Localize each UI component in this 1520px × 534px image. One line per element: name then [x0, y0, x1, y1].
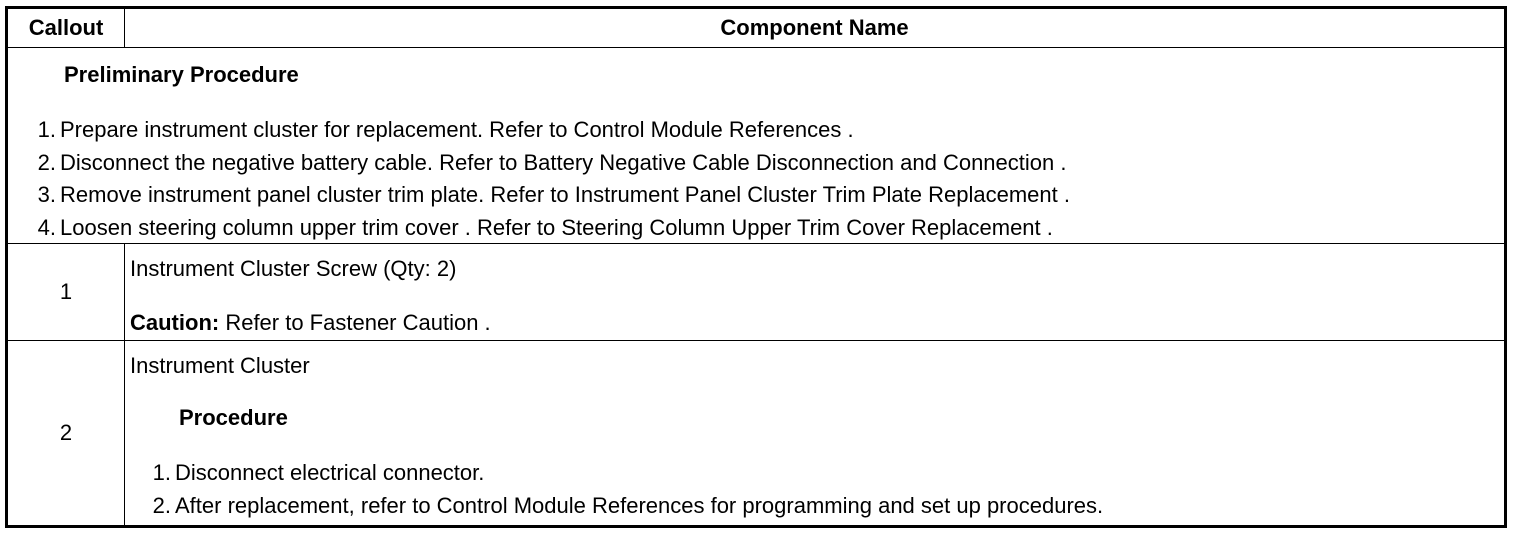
table-row: [7, 244, 1506, 341]
step-text: Disconnect the negative battery cable. Refer to Battery Negative Cable Disconnection and Connection .: [60, 149, 1067, 175]
step-number: 1.: [37, 117, 56, 142]
preliminary-step: [8, 212, 1070, 245]
caution-text: Refer to Fastener Caution .: [219, 310, 491, 335]
step-text: Disconnect electrical connector.: [175, 460, 485, 485]
preliminary-steps: [8, 114, 1070, 244]
callout-number: 2: [7, 341, 125, 527]
preliminary-step: [8, 179, 1070, 212]
component-name-header: Component Name: [125, 8, 1506, 48]
step-text: Prepare instrument cluster for replacement. Refer to Control Module References .: [60, 117, 854, 142]
step-number: 3.: [37, 182, 56, 207]
component-name: Instrument Cluster: [130, 353, 310, 378]
caution-label: Caution:: [130, 310, 220, 335]
component-cell: [125, 244, 1506, 341]
preliminary-cell: [7, 48, 1506, 244]
preliminary-step: [8, 147, 1070, 180]
table-row: [7, 341, 1506, 527]
callout-header: Callout: [7, 8, 125, 48]
caution-note: [130, 310, 491, 336]
preliminary-step: [8, 114, 1070, 147]
procedure-steps: [125, 457, 1103, 522]
component-name: Instrument Cluster Screw (Qty: 2): [130, 256, 457, 281]
procedure-title: Procedure: [179, 405, 288, 430]
step-text: Remove instrument panel cluster trim plate. Refer to Instrument Panel Cluster Trim Plate Replacement .: [60, 182, 1070, 207]
callout-number: 1: [7, 244, 125, 341]
procedure-step: [125, 457, 1103, 490]
step-number: 2.: [152, 492, 171, 518]
step-number: 4.: [37, 214, 56, 240]
procedure-step: [125, 490, 1103, 523]
component-table: [5, 6, 1507, 528]
header-row: [7, 8, 1506, 48]
component-cell: [125, 341, 1506, 527]
step-number: 2.: [37, 149, 56, 175]
step-text: After replacement, refer to Control Module References for programming and set up procedures.: [175, 492, 1104, 518]
preliminary-title: Preliminary Procedure: [64, 62, 299, 87]
step-number: 1.: [152, 460, 171, 485]
step-text: Loosen steering column upper trim cover . Refer to Steering Column Upper Trim Cover Replacement .: [60, 214, 1053, 240]
preliminary-row: [7, 48, 1506, 244]
